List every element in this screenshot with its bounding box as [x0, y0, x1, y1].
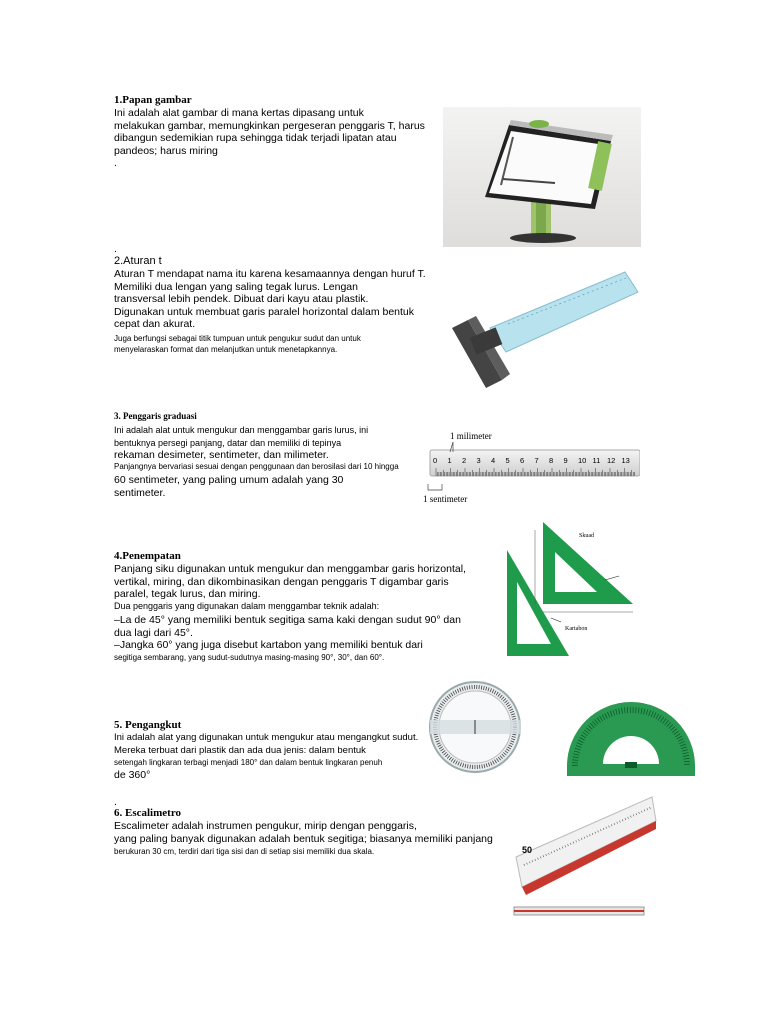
text-line: Ini adalah alat gambar di mana kertas dipasang untuk: [114, 107, 364, 119]
ruler-number: 9: [563, 456, 568, 465]
text-line: Panjang siku digunakan untuk mengukur dan menggambar garis horizontal,: [114, 563, 466, 575]
section-4-heading: 4.Penempatan: [114, 550, 181, 562]
ruler-number: 12: [607, 456, 616, 465]
ruler-number: 10: [578, 456, 587, 465]
ruler-number: 4: [491, 456, 496, 465]
text-line: Aturan T mendapat nama itu karena kesamaannya dengan huruf T.: [114, 268, 426, 280]
text-line: pandeos; harus miring: [114, 144, 218, 157]
ruler-number: 3: [476, 456, 481, 465]
text-line: dibangun sedemikian rupa sehingga tidak terjadi lipatan atau: [114, 132, 397, 145]
section-3-heading: 3. Penggaris graduasi: [114, 411, 197, 421]
section-6-heading: 6. Escalimetro: [114, 807, 182, 819]
text-line: Ini adalah alat yang digunakan untuk mengukur atau mengangkut sudut.: [114, 732, 419, 743]
scale-number: 50: [522, 845, 533, 855]
section-4-small-b: segitiga sembarang, yang sudut-sudutnya masing-masing 90°, 30°, dan 60°.: [114, 653, 385, 662]
text-line: Escalimeter adalah instrumen pengukur, mirip dengan penggaris,: [114, 820, 417, 832]
section-2-small-text: [114, 333, 361, 355]
half-circle-protractor-image: [563, 688, 699, 778]
text-line: 60 sentimeter, yang paling umum adalah yang 30: [114, 474, 344, 486]
ruler-number: 6: [520, 456, 525, 465]
section-6-dot: .: [114, 796, 117, 808]
text-line: menyelaraskan format dan melanjutkan untuk menetapkannya.: [114, 345, 338, 354]
ruler-number: 8: [549, 456, 554, 465]
drawing-board-image: [443, 107, 641, 247]
ruler-number: 1: [447, 456, 452, 465]
section-4-small-a: Dua penggaris yang digunakan dalam menggambar teknik adalah:: [114, 601, 380, 611]
section-5-heading: 5. Pengangkut: [114, 719, 182, 731]
section-5-small: setengah lingkaran terbagi menjadi 180° dan dalam bentuk lingkaran penuh: [114, 758, 383, 767]
ruler-number: 7: [534, 456, 539, 465]
full-circle-protractor-image: [428, 680, 523, 775]
section-4-text: [114, 563, 466, 601]
text-line: –Jangka 60° yang juga disebut kartabon yang memiliki bentuk dari: [114, 639, 423, 652]
ruler-label-millimeter: 1 milimeter: [450, 431, 492, 441]
section-5-last: de 360°: [114, 769, 151, 781]
section-2-dot: .: [114, 243, 117, 255]
ruler-label-centimeter: 1 sentimeter: [423, 494, 468, 504]
section-5-text: [114, 731, 418, 757]
ruler-number: 13: [621, 456, 630, 465]
section-1-text: [114, 107, 425, 170]
ruler-number: 11: [592, 456, 601, 465]
text-line: transversal lebih pendek. Dibuat dari kayu atau plastik.: [114, 293, 369, 306]
section-6-small: berukuran 30 cm, terdiri dari tiga sisi dan di setiap sisi memiliki dua skala.: [114, 847, 375, 856]
ruler-number: 0: [433, 456, 438, 465]
text-line: .: [114, 157, 117, 170]
text-line: sentimeter.: [114, 486, 166, 499]
text-line: paralel, tegak lurus, dan miring.: [114, 588, 261, 601]
graduated-ruler-image: [420, 430, 640, 510]
text-line: dua lagi dari 45°.: [114, 626, 193, 639]
section-4-text-b: [114, 614, 461, 652]
text-line: yang paling banyak digunakan adalah bentuk segitiga; biasanya memiliki panjang: [114, 832, 493, 845]
text-line: vertikal, miring, dan dikombinasikan dengan penggaris T digambar garis: [114, 575, 449, 588]
section-3-text-end: [114, 474, 343, 499]
text-line: Juga berfungsi sebagai titik tumpuan untuk pengukur sudut dan untuk: [114, 334, 361, 343]
text-line: bentuknya persegi panjang, datar dan memiliki di tepinya: [114, 438, 342, 448]
text-line: cepat dan akurat.: [114, 318, 196, 331]
t-square-image: [450, 270, 640, 392]
text-line: Digunakan untuk membuat garis paralel horizontal dalam bentuk: [114, 305, 415, 318]
label-skuad: Skuad: [579, 533, 594, 539]
section-2-text: [114, 268, 426, 331]
section-2-heading: 2.Aturan t: [114, 255, 162, 267]
ruler-number: 2: [462, 456, 467, 465]
section-3-small: Panjangnya bervariasi sesuai dengan penggunaan dan berosilasi dari 10 hingga: [114, 462, 399, 471]
text-line: Ini adalah alat untuk mengukur dan menggambar garis lurus, ini: [114, 425, 369, 435]
text-line: Memiliki dua lengan yang saling tegak lurus. Lengan: [114, 280, 358, 293]
scale-ruler-image: [512, 795, 657, 925]
text-line: –La de 45° yang memiliki bentuk segitiga sama kaki dengan sudut 90° dan: [114, 614, 461, 626]
section-3-text: [114, 424, 368, 450]
section-3-line3: rekaman desimeter, sentimeter, dan milimeter.: [114, 449, 329, 461]
text-line: Mereka terbuat dari plastik dan ada dua jenis: dalam bentuk: [114, 745, 366, 756]
section-1-heading: 1.Papan gambar: [114, 94, 192, 106]
set-squares-image: [505, 520, 645, 660]
text-line: melakukan gambar, memungkinkan pergeseran penggaris T, harus: [114, 119, 425, 132]
section-6-text: [114, 820, 493, 845]
label-kartabon: Kartabon: [565, 626, 588, 632]
ruler-number: 5: [505, 456, 510, 465]
